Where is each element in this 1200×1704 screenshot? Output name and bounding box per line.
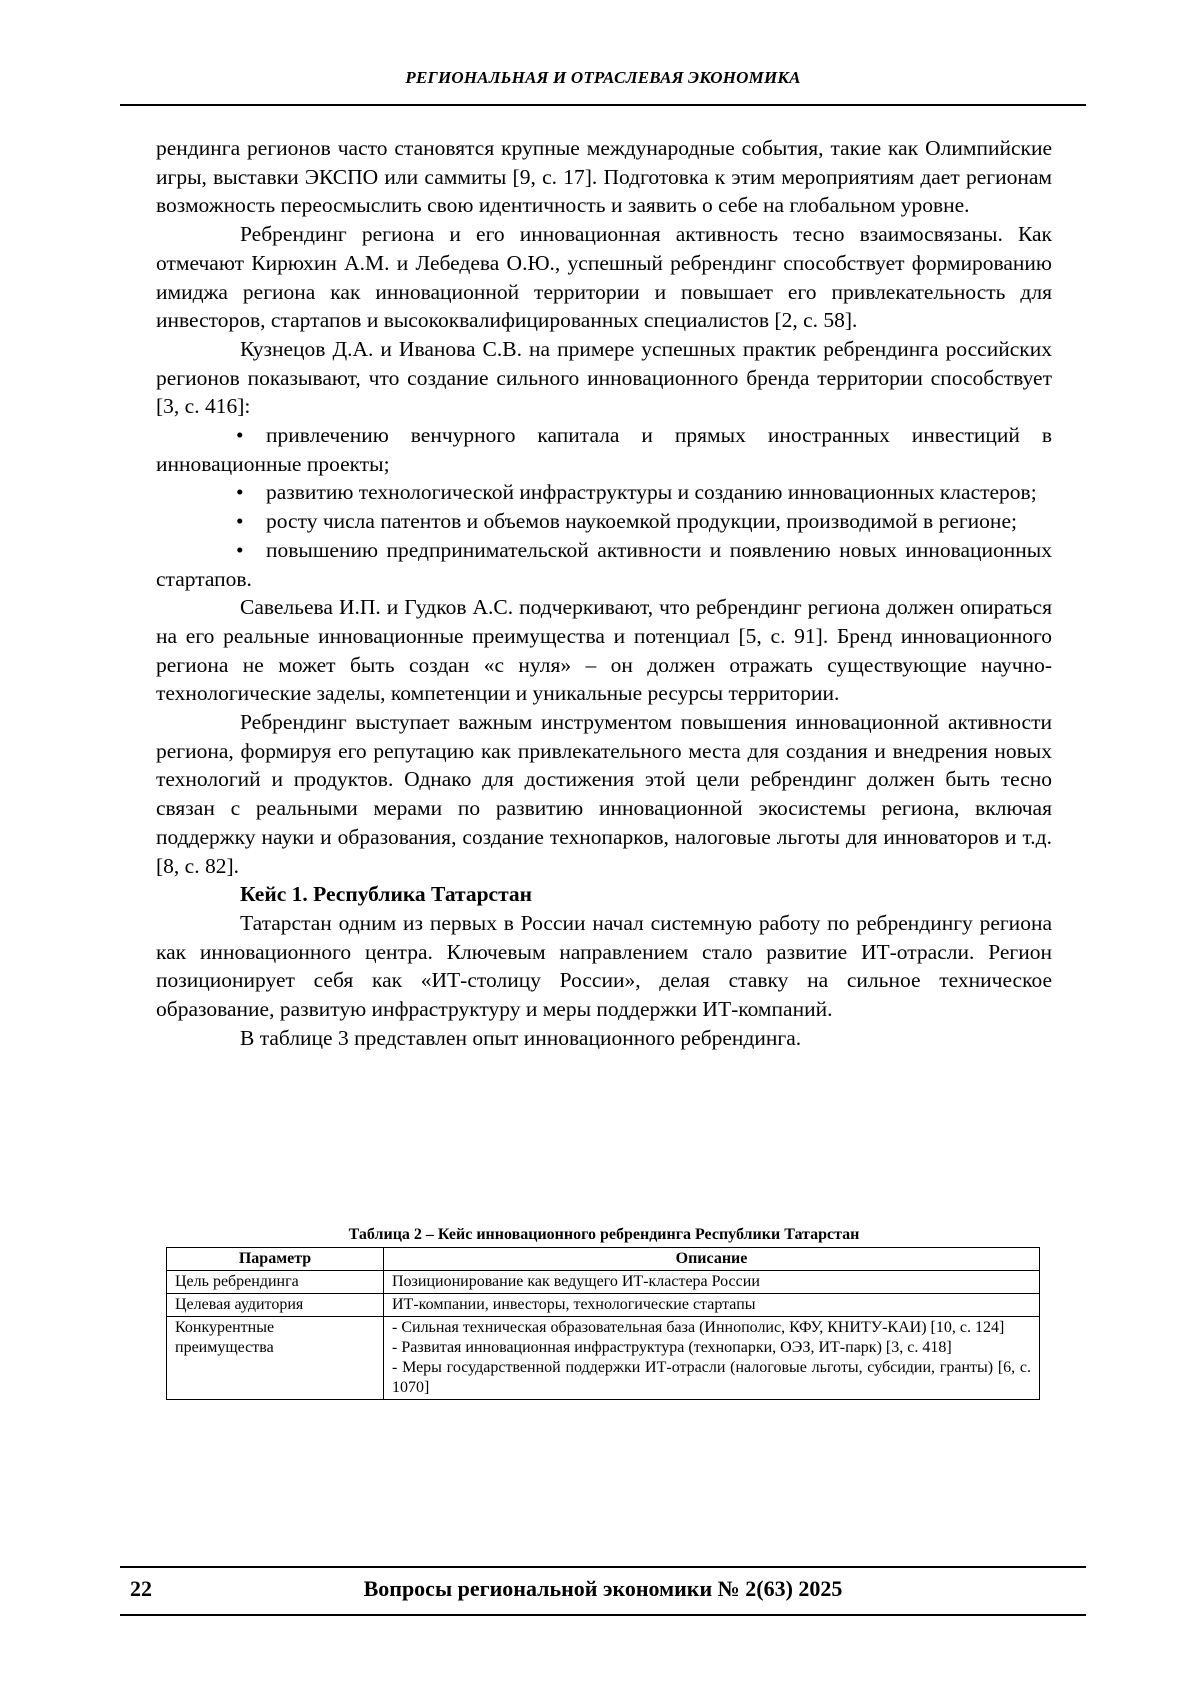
cell-audience-param: Целевая аудитория <box>167 1294 384 1317</box>
cell-goal-desc: Позиционирование как ведущего ИТ-кластера России <box>384 1271 1040 1294</box>
paragraph-5: Ребрендинг выступает важным инструментом повышения инновационной активности региона, формируя его репутацию как привлекательного места для создания и внедрения новых технологий и продуктов. Однако для достижения этой цели ребрендинг должен быть тесно связан с реальными мерами по развитию инновационной экосистемы региона, включая поддержку науки и образования, создание технопарков, налоговые льготы для инноваторов и т.д. [8, с. 82]. <box>156 710 1052 878</box>
bullet-text-1: привлечению венчурного капитала и прямых иностранных инвестиций в инновационные проекты; <box>156 423 1052 476</box>
bullet-icon: • <box>236 537 244 562</box>
paragraph-2: Ребрендинг региона и его инновационная активность тесно взаимосвязаны. Как отмечают Кирюхин А.М. и Лебедева О.Ю., успешный ребрендинг способствует формированию имиджа региона как инновационной территории и повышает его привлекательность для инвесторов, стартапов и высококвалифицированных специалистов [2, с. 58]. <box>156 222 1052 333</box>
bullet-text-4: повышению предпринимательской активности и появлению новых инновационных стартапов. <box>156 537 1052 591</box>
table-row <box>167 1271 1040 1294</box>
table-row <box>167 1294 1040 1317</box>
table-row <box>167 1317 1040 1400</box>
bullet-item-1 <box>156 421 1052 478</box>
advantage-item-3: - Меры государственной поддержки ИТ-отрасли (налоговые льготы, субсидии, гранты) [6, с. 1070] <box>392 1359 1031 1396</box>
bullet-item-3 <box>156 507 1052 536</box>
cell-audience-desc: ИТ-компании, инвесторы, технологические стартапы <box>384 1294 1040 1317</box>
bullet-text-2: развитию технологической инфраструктуры и созданию инновационных кластеров; <box>266 480 1037 505</box>
paragraph-6: Татарстан одним из первых в России начал системную работу по ребрендингу региона как инновационного центра. Ключевым направлением стало развитие ИТ-отрасли. Регион позиционирует себя как «ИТ-столицу России», делая ставку на сильное техническое образование, развитую инфраструктуру и меры поддержки ИТ-компаний. <box>156 910 1052 1022</box>
header-rule <box>120 104 1086 106</box>
header-description: Описание <box>384 1248 1040 1271</box>
footer-rule-top <box>120 1566 1086 1568</box>
paragraph-1: рендинга регионов часто становятся крупные международные события, такие как Олимпийские игры, выставки ЭКСПО или саммиты [9, с. 17]. Подготовка к этим мероприятиям дает регионам возможность переосмыслить свою идентичность и заявить о себе на глобальном уровне. <box>156 136 1052 218</box>
cell-goal-param: Цель ребрендинга <box>167 1271 384 1294</box>
article-body <box>156 134 1052 1053</box>
paragraph-7: В таблице 3 представлен опыт инновационного ребрендинга. <box>240 1025 802 1050</box>
paragraph-3: Кузнецов Д.А. и Иванова С.В. на примере успешных практик ребрендинга российских регионов показывают, что создание сильного инновационного бренда территории способствует [3, с. 416]: <box>156 336 1052 419</box>
page-number: 22 <box>130 1576 152 1601</box>
footer-rule-bottom <box>120 1614 1086 1616</box>
header-parameter: Параметр <box>167 1248 384 1271</box>
bullet-item-2 <box>156 478 1052 507</box>
bullet-icon: • <box>236 480 244 505</box>
cell-advantages-desc <box>384 1317 1040 1400</box>
bullet-text-3: росту числа патентов и объемов наукоемкой продукции, производимой в регионе; <box>266 509 1017 534</box>
bullet-icon: • <box>236 423 244 448</box>
bullet-icon: • <box>236 509 244 534</box>
bullet-item-4 <box>156 536 1052 593</box>
advantage-item-1: - Сильная техническая образовательная база (Иннополис, КФУ, КНИТУ-КАИ) [10, с. 124] <box>392 1319 1005 1336</box>
cell-advantages-param: Конкурентные преимущества <box>167 1317 384 1400</box>
advantage-item-2: - Развитая инновационная инфраструктура (технопарки, ОЭЗ, ИТ-парк) [3, с. 418] <box>392 1339 952 1356</box>
running-header: РЕГИОНАЛЬНАЯ И ОТРАСЛЕВАЯ ЭКОНОМИКА <box>405 68 801 87</box>
case-heading: Кейс 1. Республика Татарстан <box>240 882 533 907</box>
case-table <box>166 1247 1040 1400</box>
table-caption: Таблица 2 – Кейс инновационного ребрендинга Республики Татарстан <box>348 1226 860 1243</box>
journal-title: Вопросы региональной экономики № 2(63) 2025 <box>363 1576 843 1601</box>
table-header-row <box>167 1248 1040 1271</box>
paragraph-4: Савельева И.П. и Гудков А.С. подчеркивают, что ребрендинг региона должен опираться на его реальные инновационные преимущества и потенциал [5, с. 91]. Бренд инновационного региона не может быть создан «с нуля» – он должен отражать существующие научно-технологические заделы, компетенции и уникальные ресурсы территории. <box>156 595 1052 706</box>
